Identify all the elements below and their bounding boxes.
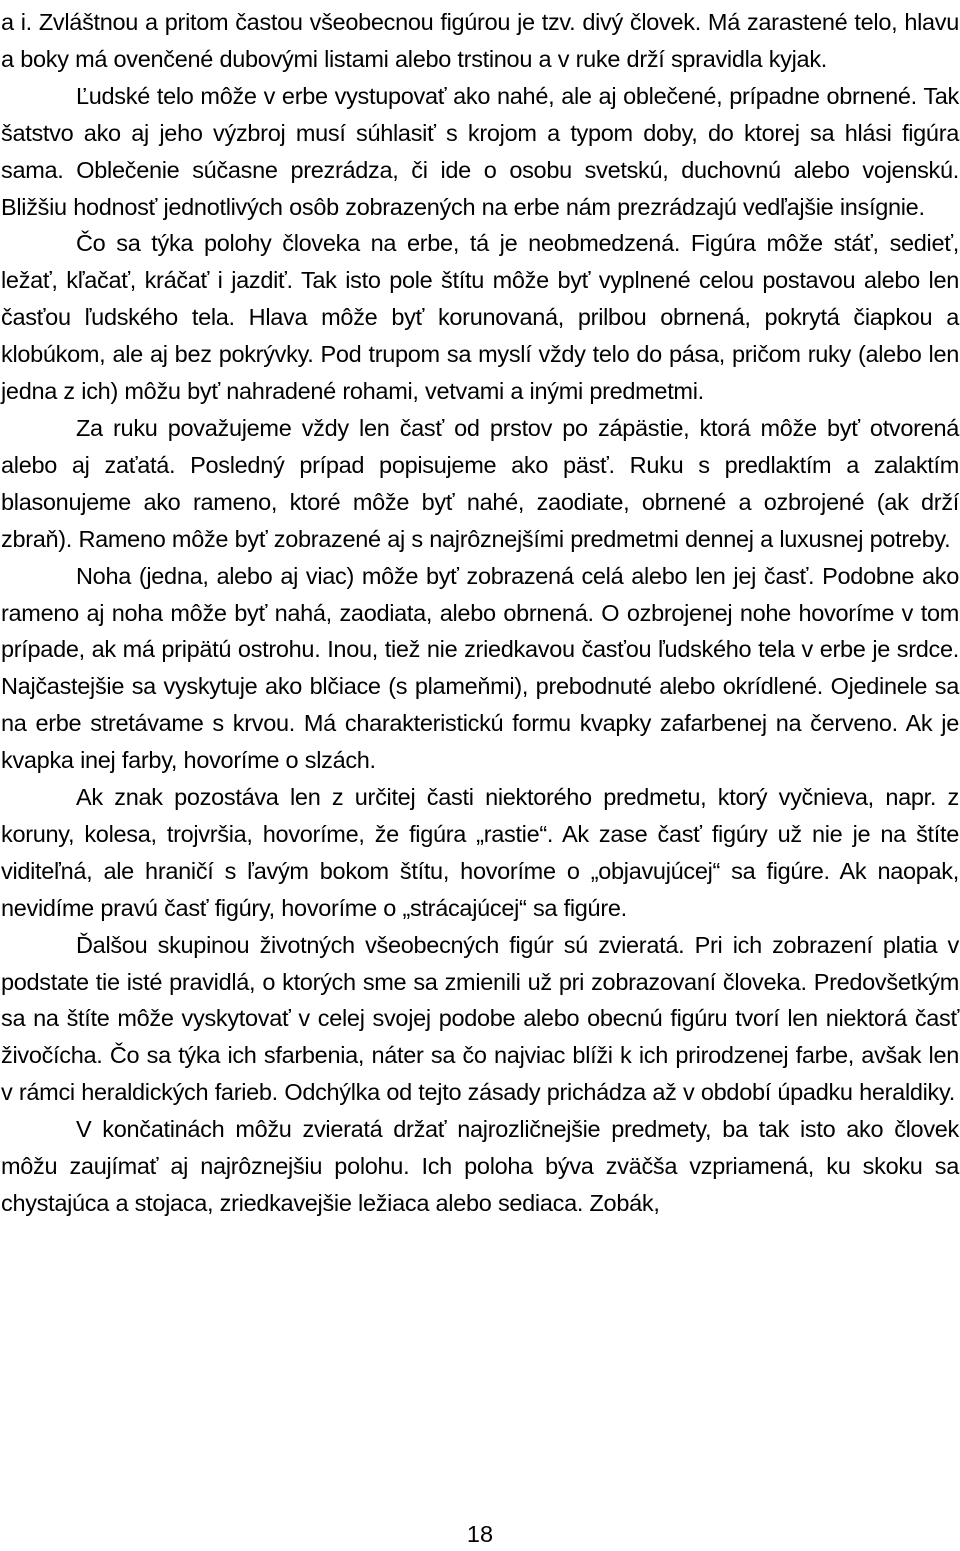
paragraph-8: V končatinách môžu zvieratá držať najrozličnejšie predmety, ba tak isto ako človek môžu zaujímať aj najrôznejšiu polohu. Ich poloha býva zväčša vzpriamená, ku skoku sa chystajúca a stojaca, zriedkavejšie ležiaca alebo sediaca. Zobák,	[1, 1116, 959, 1216]
page-number: 18	[466, 1521, 494, 1547]
paragraph-4: Za ruku považujeme vždy len časť od prstov po zápästie, ktorá môže byť otvorená alebo aj zaťatá. Posledný prípad popisujeme ako päsť. Ruku s predlaktím a zalaktím blasonujeme ako rameno, ktoré môže byť nahé, zaodiate, obrnené a ozbrojené (ak drží zbraň). Rameno môže byť zobrazené aj s najrôznejšími predmetmi dennej a luxusnej potreby.	[1, 414, 959, 552]
paragraph-1: a i. Zvláštnou a pritom častou všeobecnou figúrou je tzv. divý človek. Má zarastené telo, hlavu a boky má ovenčené dubovými listami alebo trstinou a v ruke drží spravidla kyjak.	[1, 9, 959, 72]
paragraph-7: Ďalšou skupinou životných všeobecných figúr sú zvieratá. Pri ich zobrazení platia v podstate tie isté pravidlá, o ktorých sme sa zmienili už pri zobrazovaní človeka. Predovšetkým sa na štíte môže vyskytovať v celej svojej podobe alebo obecnú figúru tvorí len niektorá časť živočícha. Čo sa týka ich sfarbenia, náter sa čo najviac blíži k ich prirodzenej farbe, avšak len v rámci heraldických farieb. Odchýlka od tejto zásady prichádza až v období úpadku heraldiky.	[1, 931, 959, 1106]
paragraph-2: Ľudské telo môže v erbe vystupovať ako nahé, ale aj oblečené, prípadne obrnené. Tak šatstvo ako aj jeho výzbroj musí súhlasiť s krojom a typom doby, do ktorej sa hlási figúra sama. Oblečenie súčasne prezrádza, či ide o osobu svetskú, duchovnú alebo vojenskú. Bližšiu hodnosť jednotlivých osôb zobrazených na erbe nám prezrádzajú vedľajšie insígnie.	[1, 82, 959, 220]
paragraph-5: Noha (jedna, alebo aj viac) môže byť zobrazená celá alebo len jej časť. Podobne ako rameno aj noha môže byť nahá, zaodiata, alebo obrnená. O ozbrojenej nohe hovoríme v tom prípade, ak má pripätú ostrohu. Inou, tiež nie zriedkavou časťou ľudského tela v erbe je srdce. Najčastejšie sa vyskytuje ako blčiace (s plameňmi), prebodnuté alebo okrídlené. Ojedinele sa na erbe stretávame s krvou. Má charakteristickú formu kvapky zafarbenej na červeno. Ak je kvapka inej farby, hovoríme o slzách.	[1, 562, 959, 774]
paragraph-6: Ak znak pozostáva len z určitej časti niektorého predmetu, ktorý vyčnieva, napr. z koruny, kolesa, trojvršia, hovoríme, že figúra „rastie“. Ak zase časť figúry už nie je na štíte viditeľná, ale hraničí s ľavým bokom štítu, hovoríme o „objavujúcej“ sa figúre. Ak naopak, nevidíme pravú časť figúry, hovoríme o „strácajúcej“ sa figúre.	[1, 784, 959, 921]
paragraph-3: Čo sa týka polohy človeka na erbe, tá je neobmedzená. Figúra môže stáť, sedieť, ležať, kľačať, kráčať i jazdiť. Tak isto pole štítu môže byť vyplnené celou postavou alebo len časťou ľudského tela. Hlava môže byť korunovaná, prilbou obrnená, pokrytá čiapkou a klobúkom, ale aj bez pokrývky. Pod trupom sa myslí vždy telo do pása, pričom ruky (alebo len jedna z ich) môžu byť nahradené rohami, vetvami a inými predmetmi.	[1, 230, 959, 405]
